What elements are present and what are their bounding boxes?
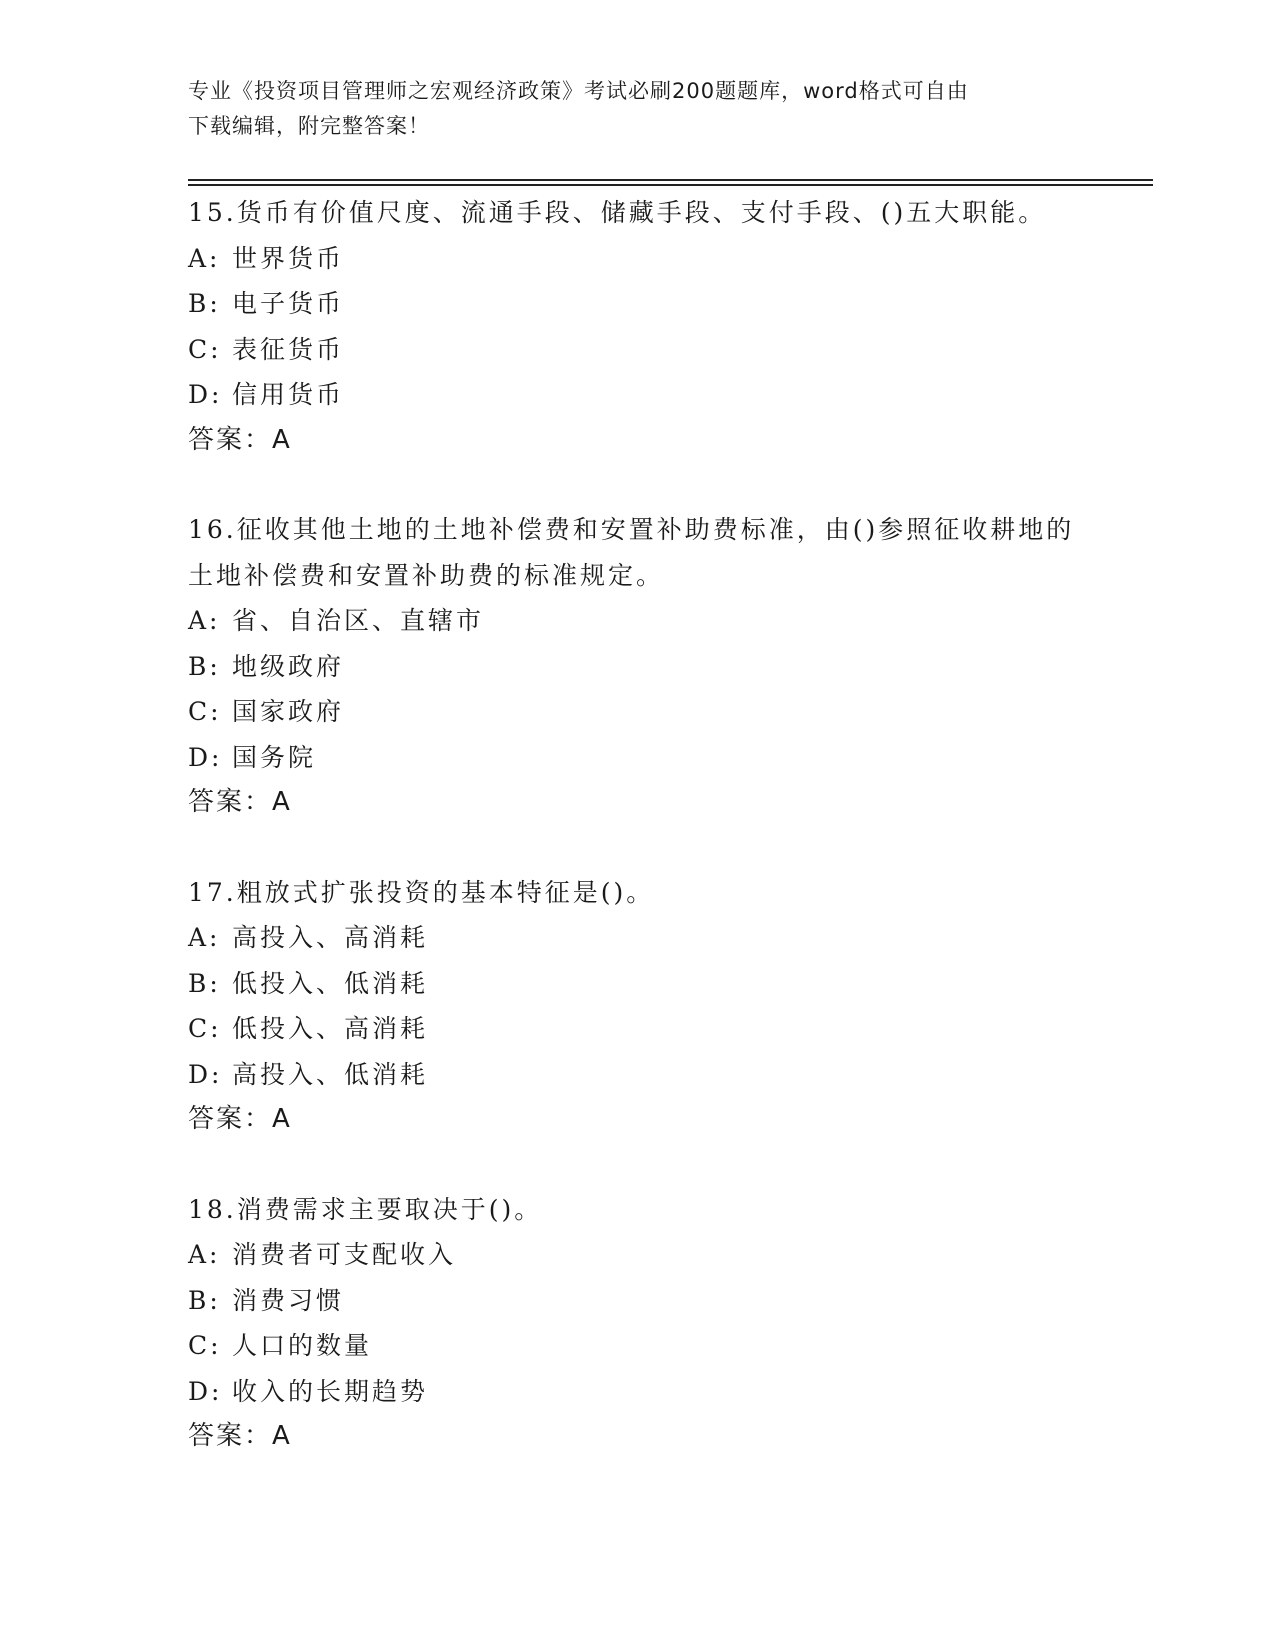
option-letter: A: [188,923,221,952]
option-text: 国务院 [232,742,317,772]
option-letter: D: [188,1376,223,1406]
option-d [188,372,1088,418]
option-c [188,1323,1088,1369]
option-a [188,236,1088,282]
option-text: 地级政府 [232,651,345,681]
option-b [188,644,1088,690]
option-text: 省、自治区、直辖市 [232,606,485,635]
option-letter: C: [188,334,222,364]
question-18 [188,1187,1088,1460]
header-line-1: 专业《投资项目管理师之宏观经济政策》考试必刷200题题库，word格式可自由 [188,79,969,103]
option-letter: A: [188,606,221,635]
question-15 [188,190,1088,463]
option-b [188,281,1088,327]
option-c [188,327,1088,373]
header-divider-bottom [188,184,1153,186]
option-text: 收入的长期趋势 [232,1376,429,1406]
option-letter: D: [188,742,223,772]
document-header [188,74,1088,144]
option-b [188,1278,1088,1324]
option-text: 低投入、低消耗 [232,968,429,998]
option-text: 高投入、高消耗 [232,923,429,952]
option-letter: C: [188,1014,222,1043]
option-letter: C: [188,697,222,726]
option-letter: B: [188,1285,221,1315]
option-d [188,1052,1088,1098]
option-a [188,598,1088,644]
option-letter: B: [188,289,221,318]
option-d [188,1369,1088,1415]
header-line-2: 下载编辑，附完整答案！ [188,114,430,138]
question-16 [188,507,1088,826]
question-stem: 16.征收其他土地的土地补偿费和安置补助费标准，由()参照征收耕地的土地补偿费和安置补助费的标准规定。 [188,515,1075,590]
option-b [188,961,1088,1007]
option-text: 世界货币 [232,243,345,273]
option-a [188,915,1088,961]
answer-line: 答案：A [188,424,292,455]
option-text: 表征货币 [232,334,345,364]
option-letter: D: [188,380,223,409]
option-c [188,689,1088,735]
answer-line: 答案：A [188,1421,292,1451]
option-letter: B: [188,968,221,998]
header-divider-top [188,179,1153,181]
option-a [188,1232,1088,1278]
option-text: 人口的数量 [232,1331,373,1360]
option-c [188,1006,1088,1052]
option-text: 低投入、高消耗 [232,1014,429,1043]
option-letter: D: [188,1059,223,1089]
option-letter: A: [188,1240,221,1269]
question-list [188,190,1088,1504]
option-text: 消费习惯 [232,1285,345,1315]
answer-line: 答案：A [188,1104,292,1134]
option-d [188,735,1088,781]
option-letter: C: [188,1331,222,1360]
question-stem: 17.粗放式扩张投资的基本特征是()。 [188,877,655,907]
option-text: 信用货币 [232,380,345,409]
question-stem: 15.货币有价值尺度、流通手段、储藏手段、支付手段、()五大职能。 [188,198,1047,227]
question-stem: 18.消费需求主要取决于()。 [188,1194,543,1224]
question-17 [188,870,1088,1143]
option-text: 国家政府 [232,697,345,726]
option-text: 消费者可支配收入 [232,1240,457,1269]
option-text: 电子货币 [232,289,345,318]
option-letter: B: [188,651,221,681]
option-text: 高投入、低消耗 [232,1059,429,1089]
option-letter: A: [188,243,221,273]
answer-line: 答案：A [188,787,292,817]
